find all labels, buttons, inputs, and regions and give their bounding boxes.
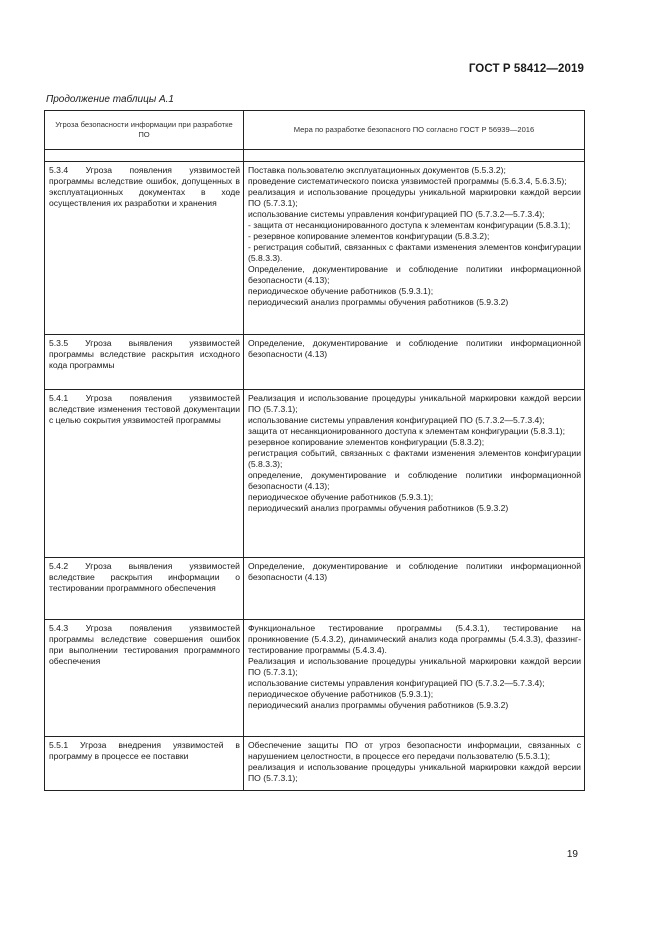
measure-item: проведение систематического поиска уязвимостей программы (5.6.3.4, 5.6.3.5); — [248, 176, 567, 186]
threat-cell: 5.4.3 Угроза появления уязвимостей программы вследствие совершения ошибок при выполнении тестирования программного обеспечения — [45, 620, 244, 737]
measure-item: периодический анализ программы обучения работников (5.9.3.2) — [248, 297, 509, 307]
measure-item: использование системы управления конфигурацией ПО (5.7.3.2—5.7.3.4); — [248, 415, 545, 425]
threat-cell: 5.5.1 Угроза внедрения уязвимостей в программу в процессе ее поставки — [45, 737, 244, 791]
measure-item: регистрация событий, связанных с фактами изменения элементов конфигурации (5.8.3.3); — [248, 448, 581, 469]
table-row — [45, 390, 585, 558]
measure-item: - резервное копирование элементов конфигурации (5.8.3.2); — [248, 231, 490, 241]
measure-item: Поставка пользователю эксплуатационных документов (5.5.3.2); — [248, 165, 506, 175]
measure-item: Реализация и использование процедуры уникальной маркировки каждой версии ПО (5.7.3.1); — [248, 656, 581, 677]
col-header-measure: Мера по разработке безопасного ПО согласно ГОСТ Р 56939—2016 — [244, 111, 585, 150]
threat-measures-table — [44, 110, 585, 791]
table-row — [45, 162, 585, 335]
threat-cell: 5.4.1 Угроза появления уязвимостей вследствие изменения тестовой документации с целью сокрытия уязвимостей программы — [45, 390, 244, 558]
measure-item: периодическое обучение работников (5.9.3.1); — [248, 689, 434, 699]
col-header-threat: Угроза безопасности информации при разработке ПО — [45, 111, 244, 150]
measure-cell — [244, 335, 585, 390]
measure-cell — [244, 737, 585, 791]
table-row — [45, 620, 585, 737]
measure-item: периодический анализ программы обучения работников (5.9.3.2) — [248, 503, 509, 513]
threat-cell: 5.4.2 Угроза выявления уязвимостей вследствие раскрытия информации о тестировании программного обеспечения — [45, 558, 244, 620]
table-continuation-caption: Продолжение таблицы А.1 — [46, 94, 174, 105]
measure-item: периодическое обучение работников (5.9.3.1); — [248, 286, 434, 296]
measure-item: периодическое обучение работников (5.9.3.1); — [248, 492, 434, 502]
measure-item: Функциональное тестирование программы (5.4.3.1), тестирование на проникновение (5.4.3.2), динамический анализ кода программы (5.4.3.3), фаззинг-тестирование программы (5.4.3.4). — [248, 623, 581, 655]
table-row — [45, 558, 585, 620]
measure-item: Определение, документирование и соблюдение политики информационной безопасности (4.13) — [248, 338, 581, 359]
table-row — [45, 737, 585, 791]
measure-item: резервное копирование элементов конфигурации (5.8.3.2); — [248, 437, 485, 447]
page-number: 19 — [566, 849, 578, 860]
threat-cell: 5.3.4 Угроза появления уязвимостей программы вследствие ошибок, допущенных в эксплуатационных документах в ходе осуществления их разработки и хранения — [45, 162, 244, 335]
measure-item: реализация и использование процедуры уникальной маркировки каждой версии ПО (5.7.3.1); — [248, 762, 581, 783]
measure-cell — [244, 558, 585, 620]
table-row — [45, 335, 585, 390]
measure-cell — [244, 390, 585, 558]
measure-cell — [244, 620, 585, 737]
measure-item: - регистрация событий, связанных с фактами изменения элементов конфигурации (5.8.3.3). — [248, 242, 581, 263]
measure-item: использование системы управления конфигурацией ПО (5.7.3.2—5.7.3.4); — [248, 209, 545, 219]
header-gap-row — [45, 150, 585, 162]
measure-item: использование системы управления конфигурацией ПО (5.7.3.2—5.7.3.4); — [248, 678, 545, 688]
measure-item: периодический анализ программы обучения работников (5.9.3.2) — [248, 700, 509, 710]
measure-item: защита от несанкционированного доступа к элементам конфигурации (5.8.3.1); — [248, 426, 566, 436]
measure-item: Обеспечение защиты ПО от угроз безопасности информации, связанных с нарушением целостности, в процессе его передачи пользователю (5.5.3.1); — [248, 740, 581, 761]
measure-item: определение, документирование и соблюдение политики информационной безопасности (4.13); — [248, 470, 581, 491]
threat-cell: 5.3.5 Угроза выявления уязвимостей программы вследствие раскрытия исходного кода программы — [45, 335, 244, 390]
measure-item: Определение, документирование и соблюдение политики информационной безопасности (4.13); — [248, 264, 581, 285]
measure-item: Определение, документирование и соблюдение политики информационной безопасности (4.13) — [248, 561, 581, 582]
document-code: ГОСТ Р 58412—2019 — [468, 63, 584, 75]
measure-item: реализация и использование процедуры уникальной маркировки каждой версии ПО (5.7.3.1); — [248, 187, 581, 208]
measure-cell — [244, 162, 585, 335]
measure-item: - защита от несанкционированного доступа к элементам конфигурации (5.8.3.1); — [248, 220, 571, 230]
table-header-row — [45, 111, 585, 150]
measure-item: Реализация и использование процедуры уникальной маркировки каждой версии ПО (5.7.3.1); — [248, 393, 581, 414]
